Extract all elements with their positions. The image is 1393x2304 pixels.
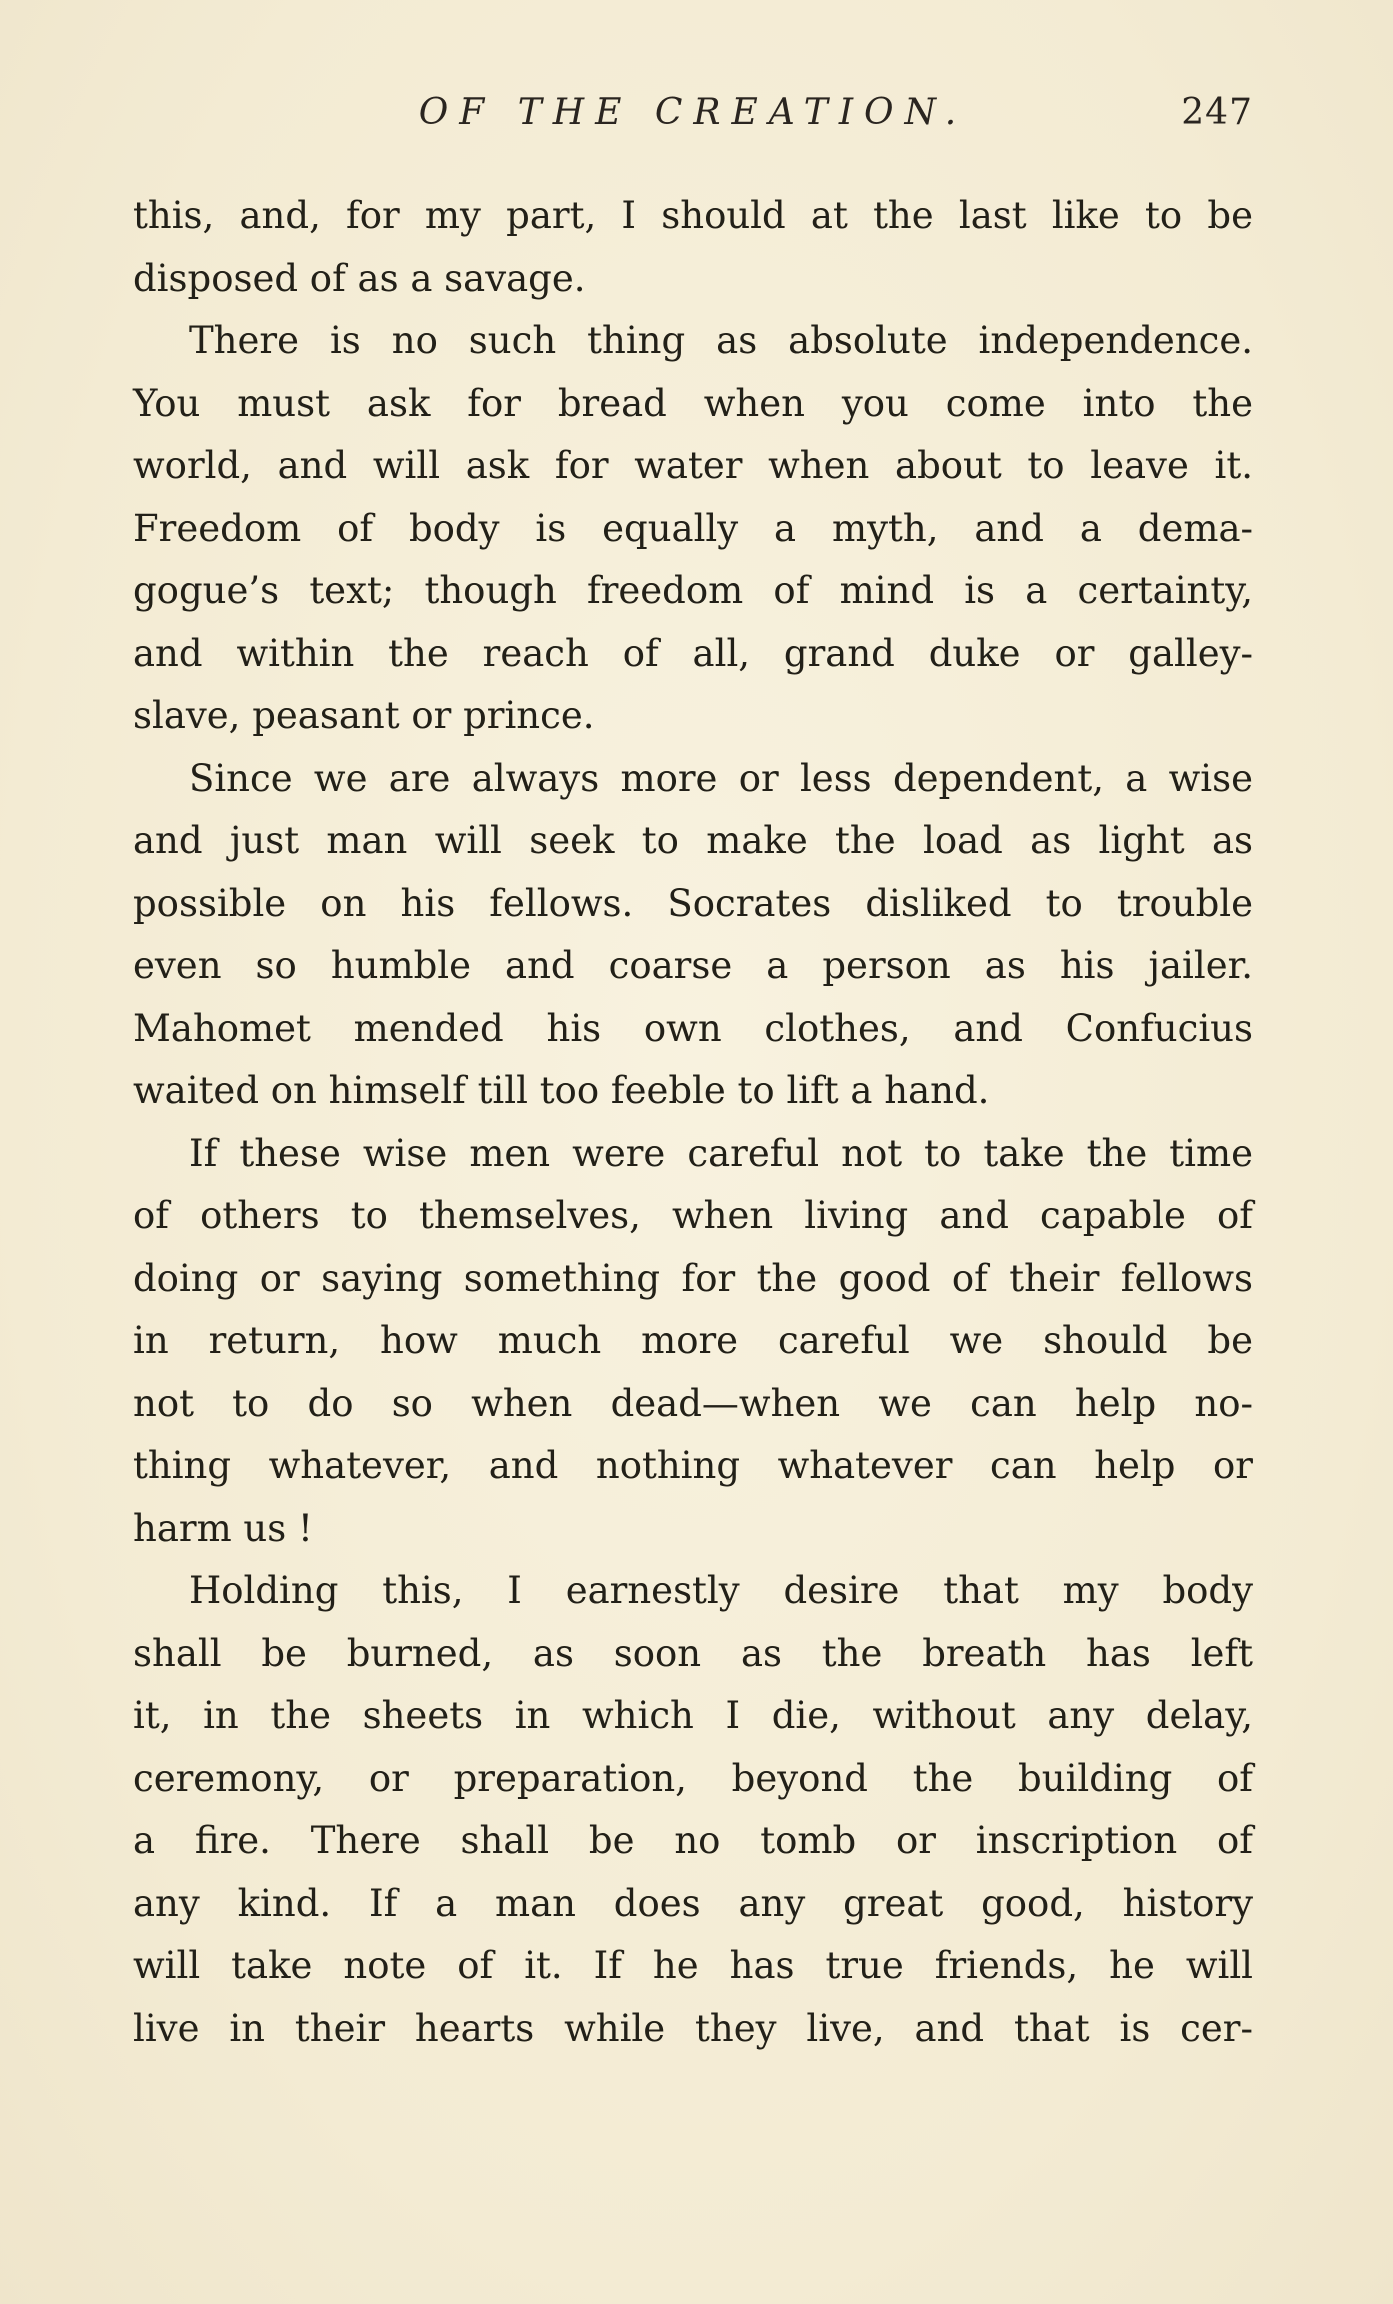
page-number: 247 bbox=[1181, 92, 1253, 133]
text-line: shall be burned, as soon as the breath has left bbox=[133, 1631, 1253, 1675]
body-text bbox=[133, 185, 1253, 2060]
text-line: of others to themselves, when living and capable of bbox=[133, 1194, 1253, 1237]
text-line: and just man will seek to make the load as light as bbox=[133, 819, 1253, 862]
text-line: Mahomet mended his own clothes, and Confucius bbox=[133, 1006, 1253, 1050]
text-line: this, and, for my part, I should at the last like to be bbox=[133, 194, 1253, 237]
text-line: thing whatever, and nothing whatever can help or bbox=[133, 1444, 1253, 1487]
text-line: will take note of it. If he has true friends, he will bbox=[133, 1944, 1253, 1987]
running-title: OF THE CREATION. bbox=[418, 92, 968, 133]
text-line: disposed of as a savage. bbox=[133, 256, 586, 300]
text-line: harm us ! bbox=[133, 1506, 313, 1550]
text-line: Holding this, I earnestly desire that my body bbox=[189, 1569, 1253, 1612]
text-line: Freedom of body is equally a myth, and a dema- bbox=[133, 506, 1253, 550]
text-line: not to do so when dead—when we can help no- bbox=[133, 1381, 1253, 1425]
running-head bbox=[133, 92, 1253, 142]
text-line: any kind. If a man does any great good, history bbox=[133, 1881, 1253, 1925]
text-line: You must ask for bread when you come into the bbox=[133, 381, 1253, 425]
text-line: a fire. There shall be no tomb or inscription of bbox=[133, 1819, 1253, 1862]
text-line: If these wise men were careful not to take the time bbox=[189, 1131, 1253, 1175]
text-line: in return, how much more careful we should be bbox=[133, 1319, 1253, 1362]
text-line: even so humble and coarse a person as his jailer. bbox=[133, 944, 1253, 987]
text-line: possible on his fellows. Socrates disliked to trouble bbox=[133, 881, 1253, 925]
text-line: gogue’s text; though freedom of mind is a certainty, bbox=[133, 569, 1253, 612]
text-line: live in their hearts while they live, and that is cer- bbox=[133, 2006, 1253, 2050]
text-line: waited on himself till too feeble to lift a hand. bbox=[133, 1069, 990, 1112]
text-line: There is no such thing as absolute independence. bbox=[189, 319, 1253, 362]
text-line: ceremony, or preparation, beyond the building of bbox=[133, 1756, 1253, 1800]
text-line: and within the reach of all, grand duke or galley- bbox=[133, 631, 1253, 675]
text-line: it, in the sheets in which I die, without any delay, bbox=[133, 1694, 1253, 1737]
text-line: Since we are always more or less dependent, a wise bbox=[189, 756, 1253, 800]
text-line: slave, peasant or prince. bbox=[133, 694, 595, 737]
text-line: world, and will ask for water when about to leave it. bbox=[133, 444, 1253, 487]
text-line: doing or saying something for the good of their fellows bbox=[133, 1256, 1253, 1300]
